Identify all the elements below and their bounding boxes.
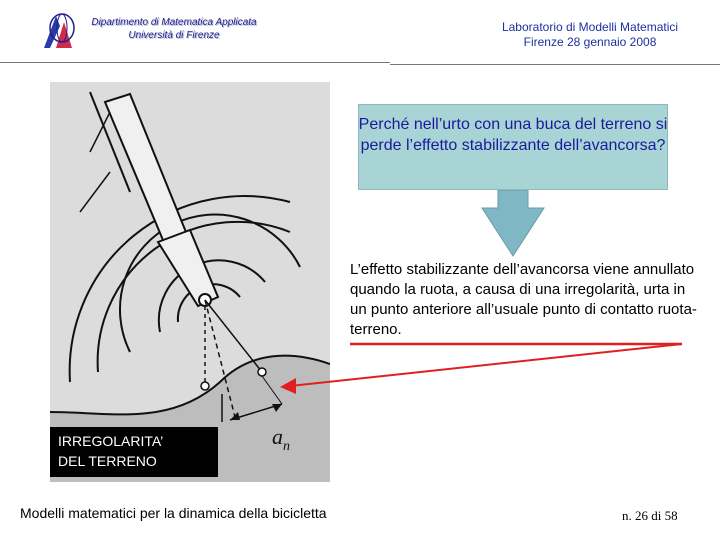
fork-wheel-figure bbox=[50, 82, 330, 482]
university-logo-icon bbox=[38, 12, 78, 52]
an-label: $a_n$ bbox=[272, 424, 290, 454]
irregularity-label bbox=[58, 431, 218, 471]
lab-info bbox=[470, 20, 710, 50]
down-arrow-icon bbox=[478, 190, 548, 260]
header-divider-right bbox=[390, 64, 720, 65]
explanation-text: L’effetto stabilizzante dell’avancorsa viene annullato quando la ruota, a causa di una irregolarità, urta in un punto anteriore all’usuale punto di contatto ruota-terreno. bbox=[350, 261, 697, 338]
footer-title: Modelli matematici per la dinamica della bicicletta bbox=[20, 505, 327, 521]
department-name bbox=[84, 16, 264, 42]
lab-name: Laboratorio di Modelli Matematici bbox=[501, 20, 679, 34]
page-number: n. 26 di 58 bbox=[622, 508, 678, 523]
event-date: Firenze 28 gennaio 2008 bbox=[523, 35, 657, 49]
header-divider-left bbox=[0, 62, 390, 63]
university-line: Università di Firenze bbox=[128, 30, 220, 41]
irregularity-line1: IRREGOLARITA’ bbox=[58, 433, 164, 449]
irregularity-line2: DEL TERRENO bbox=[58, 453, 157, 469]
question-text: Perché nell’urto con una buca del terreno si perde l’effetto stabilizzante dell’avancorsa? bbox=[358, 116, 668, 154]
department-line: Dipartimento di Matematica Applicata bbox=[91, 17, 257, 28]
